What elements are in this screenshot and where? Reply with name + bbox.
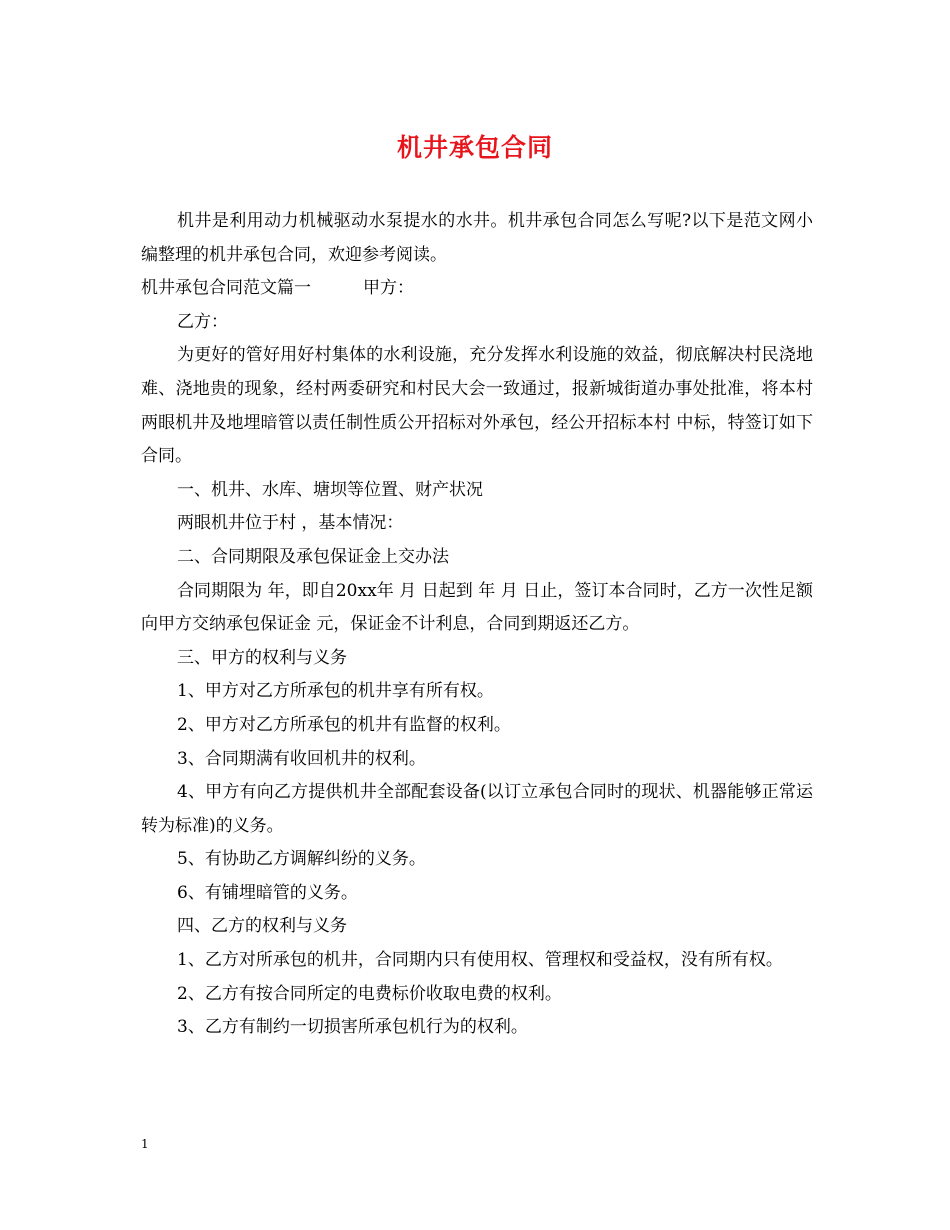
wells-location-line: 两眼机井位于村 ，基本情况： xyxy=(177,513,404,534)
party-b-clause-1: 1、乙方对所承包的机井，合同期内只有使用权、管理权和受益权，没有所有权。 xyxy=(177,950,783,971)
document-body xyxy=(141,205,813,1045)
page-number: 1 xyxy=(141,1137,149,1151)
party-b-clause-2: 2、乙方有按合同所定的电费标价收取电费的权利。 xyxy=(177,983,562,1004)
section-heading-2: 二、合同期限及承包保证金上交办法 xyxy=(177,546,449,567)
party-b-clause-3: 3、乙方有制约一切损害所承包机行为的权利。 xyxy=(177,1017,528,1038)
party-a-clause-2: 2、甲方对乙方所承包的机井有监督的权利。 xyxy=(177,714,511,735)
section-heading-3: 三、甲方的权利与义务 xyxy=(177,647,347,668)
party-a-clause-6: 6、有铺埋暗管的义务。 xyxy=(177,882,358,903)
sample-heading-line xyxy=(141,272,813,306)
party-a-clause-1: 1、甲方对乙方所承包的机井享有所有权。 xyxy=(177,681,494,702)
party-a-label: 甲方： xyxy=(363,278,414,299)
party-a-clause-5: 5、有协助乙方调解纠纷的义务。 xyxy=(177,849,426,870)
party-a-clause-4: 4、甲方有向乙方提供机井全部配套设备(以订立承包合同时的现状、机器能够正常运转为标准)的义务。 xyxy=(141,782,813,836)
document-title: 机井承包合同 xyxy=(396,133,553,162)
intro-paragraph: 机井是利用动力机械驱动水泵提水的水井。机井承包合同怎么写呢?以下是范文网小编整理的机井承包合同，欢迎参考阅读。 xyxy=(141,211,813,265)
party-a-clause-3: 3、合同期满有收回机井的权利。 xyxy=(177,748,426,769)
party-b-label: 乙方： xyxy=(177,311,228,332)
section-heading-1: 一、机井、水库、塘坝等位置、财产状况 xyxy=(177,479,483,500)
section-heading-4: 四、乙方的权利与义务 xyxy=(177,916,347,937)
sample-heading: 机井承包合同范文篇一 xyxy=(141,278,311,299)
preamble-paragraph: 为更好的管好用好村集体的水利设施，充分发挥水利设施的效益，彻底解决村民浇地难、浇地贵的现象，经村两委研究和村民大会一致通过，报新城街道办事处批准，将本村两眼机井及地埋暗管以责任制性质公开招标对外承包，经公开招标本村 中标，特签订如下合同。 xyxy=(141,345,813,467)
contract-term-paragraph: 合同期限为 年，即自20xx年 月 日起到 年 月 日止，签订本合同时，乙方一次性足额向甲方交纳承包保证金 元，保证金不计利息，合同到期返还乙方。 xyxy=(141,580,813,635)
